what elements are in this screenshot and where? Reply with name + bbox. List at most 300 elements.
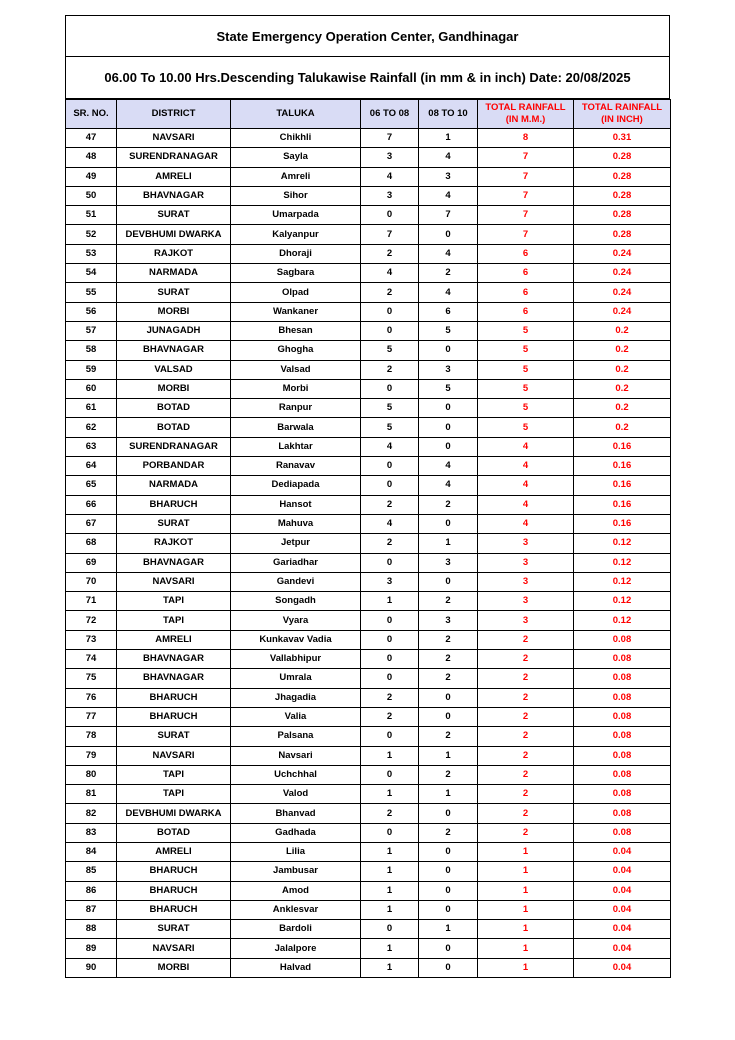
table-row: [66, 167, 671, 186]
06-to-08-cell: 0: [361, 206, 419, 225]
08-to-10-cell: 3: [419, 167, 478, 186]
table-row: [66, 283, 671, 302]
table-row: [66, 727, 671, 746]
06-to-08-cell: 2: [361, 707, 419, 726]
taluka-cell: Chikhli: [231, 129, 361, 148]
total-inch-cell: 0.16: [574, 437, 671, 456]
08-to-10-cell: 1: [419, 785, 478, 804]
06-to-08-cell: 0: [361, 669, 419, 688]
06-to-08-cell: 3: [361, 148, 419, 167]
taluka-cell: Bhanvad: [231, 804, 361, 823]
table-row: [66, 688, 671, 707]
taluka-cell: Barwala: [231, 418, 361, 437]
06-to-08-cell: 5: [361, 341, 419, 360]
total-mm-cell: 3: [478, 572, 574, 591]
taluka-cell: Songadh: [231, 592, 361, 611]
district-cell: BOTAD: [117, 418, 231, 437]
taluka-cell: Hansot: [231, 495, 361, 514]
06-to-08-cell: 4: [361, 264, 419, 283]
total-inch-cell: 0.12: [574, 592, 671, 611]
06-to-08-cell: 1: [361, 900, 419, 919]
total-mm-cell: 7: [478, 225, 574, 244]
table-row: [66, 534, 671, 553]
08-to-10-cell: 4: [419, 186, 478, 205]
table-row: [66, 495, 671, 514]
total-inch-cell: 0.16: [574, 476, 671, 495]
08-to-10-cell: 1: [419, 129, 478, 148]
total-mm-cell: 5: [478, 360, 574, 379]
sr-no-cell: 59: [66, 360, 117, 379]
06-to-08-cell: 1: [361, 881, 419, 900]
sr-no-cell: 68: [66, 534, 117, 553]
sr-no-cell: 71: [66, 592, 117, 611]
taluka-cell: Sihor: [231, 186, 361, 205]
taluka-cell: Morbi: [231, 379, 361, 398]
total-mm-cell: 6: [478, 302, 574, 321]
table-row: [66, 939, 671, 958]
col-header-06-to-08: 06 TO 08: [361, 100, 419, 129]
total-mm-cell: 1: [478, 958, 574, 977]
district-cell: AMRELI: [117, 167, 231, 186]
sr-no-cell: 58: [66, 341, 117, 360]
08-to-10-cell: 0: [419, 900, 478, 919]
district-cell: SURAT: [117, 514, 231, 533]
total-inch-cell: 0.24: [574, 264, 671, 283]
taluka-cell: Gandevi: [231, 572, 361, 591]
total-inch-cell: 0.04: [574, 920, 671, 939]
district-cell: BHARUCH: [117, 707, 231, 726]
06-to-08-cell: 4: [361, 167, 419, 186]
district-cell: TAPI: [117, 611, 231, 630]
taluka-cell: Ghogha: [231, 341, 361, 360]
total-inch-cell: 0.08: [574, 688, 671, 707]
district-cell: DEVBHUMI DWARKA: [117, 225, 231, 244]
taluka-cell: Palsana: [231, 727, 361, 746]
district-cell: SURAT: [117, 727, 231, 746]
08-to-10-cell: 3: [419, 553, 478, 572]
total-mm-cell: 1: [478, 920, 574, 939]
total-mm-cell: 2: [478, 707, 574, 726]
sr-no-cell: 53: [66, 244, 117, 263]
08-to-10-cell: 2: [419, 823, 478, 842]
06-to-08-cell: 0: [361, 553, 419, 572]
08-to-10-cell: 0: [419, 958, 478, 977]
col-header-sr-no: SR. NO.: [66, 100, 117, 129]
table-row: [66, 611, 671, 630]
total-inch-cell: 0.16: [574, 495, 671, 514]
col-header-district: DISTRICT: [117, 100, 231, 129]
table-row: [66, 129, 671, 148]
08-to-10-cell: 0: [419, 804, 478, 823]
district-cell: MORBI: [117, 379, 231, 398]
total-inch-cell: 0.28: [574, 167, 671, 186]
total-inch-cell: 0.16: [574, 457, 671, 476]
district-cell: AMRELI: [117, 630, 231, 649]
total-inch-cell: 0.08: [574, 746, 671, 765]
sr-no-cell: 51: [66, 206, 117, 225]
total-inch-cell: 0.04: [574, 862, 671, 881]
table-row: [66, 572, 671, 591]
08-to-10-cell: 0: [419, 881, 478, 900]
sr-no-cell: 85: [66, 862, 117, 881]
total-inch-cell: 0.08: [574, 707, 671, 726]
06-to-08-cell: 0: [361, 765, 419, 784]
table-row: [66, 669, 671, 688]
taluka-cell: Ranpur: [231, 399, 361, 418]
06-to-08-cell: 0: [361, 823, 419, 842]
report-subtitle: [65, 57, 670, 99]
taluka-cell: Umrala: [231, 669, 361, 688]
total-inch-cell: 0.04: [574, 881, 671, 900]
total-mm-cell: 4: [478, 437, 574, 456]
sr-no-cell: 79: [66, 746, 117, 765]
table-row: [66, 264, 671, 283]
08-to-10-cell: 0: [419, 572, 478, 591]
06-to-08-cell: 0: [361, 321, 419, 340]
total-mm-cell: 5: [478, 321, 574, 340]
sr-no-cell: 69: [66, 553, 117, 572]
table-row: [66, 321, 671, 340]
table-row: [66, 341, 671, 360]
total-inch-cell: 0.08: [574, 785, 671, 804]
08-to-10-cell: 2: [419, 630, 478, 649]
district-cell: BHAVNAGAR: [117, 650, 231, 669]
table-row: [66, 476, 671, 495]
08-to-10-cell: 0: [419, 862, 478, 881]
08-to-10-cell: 0: [419, 842, 478, 861]
district-cell: BHARUCH: [117, 900, 231, 919]
total-inch-cell: 0.2: [574, 360, 671, 379]
district-cell: SURENDRANAGAR: [117, 148, 231, 167]
district-cell: BOTAD: [117, 399, 231, 418]
08-to-10-cell: 2: [419, 727, 478, 746]
sr-no-cell: 89: [66, 939, 117, 958]
sr-no-cell: 50: [66, 186, 117, 205]
06-to-08-cell: 3: [361, 572, 419, 591]
sr-no-cell: 57: [66, 321, 117, 340]
report-subtitle-text: 06.00 To 10.00 Hrs.Descending Talukawise Rainfall (in mm & in inch) Date: 20/08/2025: [104, 70, 631, 85]
total-mm-cell: 6: [478, 244, 574, 263]
table-row: [66, 302, 671, 321]
taluka-cell: Sayla: [231, 148, 361, 167]
district-cell: BHARUCH: [117, 495, 231, 514]
taluka-cell: Ranavav: [231, 457, 361, 476]
total-inch-cell: 0.04: [574, 958, 671, 977]
table-row: [66, 418, 671, 437]
06-to-08-cell: 2: [361, 283, 419, 302]
table-row: [66, 650, 671, 669]
total-inch-cell: 0.08: [574, 727, 671, 746]
taluka-cell: Olpad: [231, 283, 361, 302]
total-mm-cell: 2: [478, 630, 574, 649]
taluka-cell: Amod: [231, 881, 361, 900]
08-to-10-cell: 2: [419, 592, 478, 611]
06-to-08-cell: 1: [361, 842, 419, 861]
total-mm-cell: 5: [478, 379, 574, 398]
08-to-10-cell: 0: [419, 707, 478, 726]
table-row: [66, 842, 671, 861]
taluka-cell: Kunkavav Vadia: [231, 630, 361, 649]
total-mm-cell: 4: [478, 457, 574, 476]
total-inch-cell: 0.12: [574, 534, 671, 553]
sr-no-cell: 82: [66, 804, 117, 823]
total-mm-cell: 1: [478, 900, 574, 919]
08-to-10-cell: 2: [419, 765, 478, 784]
district-cell: JUNAGADH: [117, 321, 231, 340]
sr-no-cell: 47: [66, 129, 117, 148]
taluka-cell: Lakhtar: [231, 437, 361, 456]
taluka-cell: Umarpada: [231, 206, 361, 225]
taluka-cell: Amreli: [231, 167, 361, 186]
sr-no-cell: 70: [66, 572, 117, 591]
district-cell: NAVSARI: [117, 939, 231, 958]
06-to-08-cell: 1: [361, 746, 419, 765]
sr-no-cell: 66: [66, 495, 117, 514]
sr-no-cell: 87: [66, 900, 117, 919]
taluka-cell: Gadhada: [231, 823, 361, 842]
08-to-10-cell: 4: [419, 283, 478, 302]
taluka-cell: Bardoli: [231, 920, 361, 939]
total-inch-cell: 0.12: [574, 611, 671, 630]
08-to-10-cell: 0: [419, 437, 478, 456]
total-mm-cell: 2: [478, 746, 574, 765]
06-to-08-cell: 1: [361, 939, 419, 958]
district-cell: TAPI: [117, 592, 231, 611]
total-mm-cell: 5: [478, 418, 574, 437]
district-cell: SURAT: [117, 283, 231, 302]
total-mm-cell: 3: [478, 611, 574, 630]
total-mm-cell: 2: [478, 688, 574, 707]
total-inch-cell: 0.24: [574, 244, 671, 263]
taluka-cell: Kalyanpur: [231, 225, 361, 244]
06-to-08-cell: 0: [361, 379, 419, 398]
06-to-08-cell: 2: [361, 360, 419, 379]
district-cell: MORBI: [117, 302, 231, 321]
table-row: [66, 630, 671, 649]
total-mm-cell: 2: [478, 650, 574, 669]
06-to-08-cell: 0: [361, 727, 419, 746]
total-mm-cell: 6: [478, 283, 574, 302]
08-to-10-cell: 2: [419, 264, 478, 283]
sr-no-cell: 63: [66, 437, 117, 456]
sr-no-cell: 80: [66, 765, 117, 784]
table-row: [66, 862, 671, 881]
sr-no-cell: 83: [66, 823, 117, 842]
08-to-10-cell: 5: [419, 379, 478, 398]
08-to-10-cell: 1: [419, 920, 478, 939]
taluka-cell: Bhesan: [231, 321, 361, 340]
col-header-total-inch-line2: (IN INCH): [601, 114, 643, 125]
total-mm-cell: 6: [478, 264, 574, 283]
taluka-cell: Mahuva: [231, 514, 361, 533]
total-inch-cell: 0.31: [574, 129, 671, 148]
total-inch-cell: 0.28: [574, 148, 671, 167]
taluka-cell: Wankaner: [231, 302, 361, 321]
total-mm-cell: 2: [478, 785, 574, 804]
taluka-cell: Vallabhipur: [231, 650, 361, 669]
taluka-cell: Valia: [231, 707, 361, 726]
08-to-10-cell: 0: [419, 225, 478, 244]
rainfall-report: [65, 15, 670, 978]
taluka-cell: Valsad: [231, 360, 361, 379]
table-body: [66, 129, 671, 978]
district-cell: BHARUCH: [117, 688, 231, 707]
06-to-08-cell: 2: [361, 244, 419, 263]
district-cell: BHAVNAGAR: [117, 341, 231, 360]
taluka-cell: Valod: [231, 785, 361, 804]
08-to-10-cell: 0: [419, 514, 478, 533]
taluka-cell: Lilia: [231, 842, 361, 861]
06-to-08-cell: 0: [361, 302, 419, 321]
district-cell: MORBI: [117, 958, 231, 977]
table-row: [66, 379, 671, 398]
taluka-cell: Dediapada: [231, 476, 361, 495]
table-row: [66, 765, 671, 784]
08-to-10-cell: 0: [419, 399, 478, 418]
taluka-cell: Jhagadia: [231, 688, 361, 707]
08-to-10-cell: 4: [419, 244, 478, 263]
06-to-08-cell: 4: [361, 437, 419, 456]
total-mm-cell: 2: [478, 669, 574, 688]
sr-no-cell: 81: [66, 785, 117, 804]
sr-no-cell: 48: [66, 148, 117, 167]
report-title-text: State Emergency Operation Center, Gandhinagar: [216, 28, 519, 44]
sr-no-cell: 62: [66, 418, 117, 437]
08-to-10-cell: 4: [419, 476, 478, 495]
col-header-total-mm-line1: TOTAL RAINFALL: [485, 102, 566, 113]
taluka-cell: Jambusar: [231, 862, 361, 881]
taluka-cell: Dhoraji: [231, 244, 361, 263]
08-to-10-cell: 3: [419, 360, 478, 379]
06-to-08-cell: 2: [361, 495, 419, 514]
sr-no-cell: 61: [66, 399, 117, 418]
06-to-08-cell: 0: [361, 630, 419, 649]
district-cell: RAJKOT: [117, 534, 231, 553]
table-row: [66, 746, 671, 765]
total-inch-cell: 0.2: [574, 379, 671, 398]
table-row: [66, 881, 671, 900]
table-row: [66, 457, 671, 476]
district-cell: NARMADA: [117, 476, 231, 495]
total-inch-cell: 0.04: [574, 939, 671, 958]
district-cell: BHAVNAGAR: [117, 553, 231, 572]
total-inch-cell: 0.04: [574, 842, 671, 861]
table-row: [66, 186, 671, 205]
total-mm-cell: 4: [478, 514, 574, 533]
06-to-08-cell: 2: [361, 534, 419, 553]
sr-no-cell: 73: [66, 630, 117, 649]
district-cell: SURENDRANAGAR: [117, 437, 231, 456]
total-inch-cell: 0.28: [574, 186, 671, 205]
total-mm-cell: 3: [478, 534, 574, 553]
district-cell: AMRELI: [117, 842, 231, 861]
taluka-cell: Gariadhar: [231, 553, 361, 572]
total-inch-cell: 0.16: [574, 514, 671, 533]
total-inch-cell: 0.08: [574, 630, 671, 649]
district-cell: TAPI: [117, 765, 231, 784]
06-to-08-cell: 2: [361, 804, 419, 823]
06-to-08-cell: 1: [361, 958, 419, 977]
08-to-10-cell: 1: [419, 746, 478, 765]
district-cell: VALSAD: [117, 360, 231, 379]
district-cell: SURAT: [117, 206, 231, 225]
total-mm-cell: 4: [478, 495, 574, 514]
sr-no-cell: 78: [66, 727, 117, 746]
08-to-10-cell: 3: [419, 611, 478, 630]
08-to-10-cell: 0: [419, 939, 478, 958]
06-to-08-cell: 5: [361, 399, 419, 418]
sr-no-cell: 65: [66, 476, 117, 495]
district-cell: BHAVNAGAR: [117, 186, 231, 205]
06-to-08-cell: 1: [361, 862, 419, 881]
total-inch-cell: 0.08: [574, 804, 671, 823]
district-cell: NAVSARI: [117, 746, 231, 765]
total-inch-cell: 0.08: [574, 669, 671, 688]
sr-no-cell: 88: [66, 920, 117, 939]
district-cell: NARMADA: [117, 264, 231, 283]
taluka-cell: Sagbara: [231, 264, 361, 283]
report-title: [65, 15, 670, 57]
sr-no-cell: 75: [66, 669, 117, 688]
sr-no-cell: 49: [66, 167, 117, 186]
table-row: [66, 900, 671, 919]
08-to-10-cell: 2: [419, 669, 478, 688]
08-to-10-cell: 2: [419, 495, 478, 514]
table-row: [66, 553, 671, 572]
total-inch-cell: 0.28: [574, 225, 671, 244]
total-mm-cell: 4: [478, 476, 574, 495]
06-to-08-cell: 2: [361, 688, 419, 707]
district-cell: DEVBHUMI DWARKA: [117, 804, 231, 823]
total-inch-cell: 0.28: [574, 206, 671, 225]
total-inch-cell: 0.12: [574, 572, 671, 591]
06-to-08-cell: 0: [361, 650, 419, 669]
district-cell: NAVSARI: [117, 572, 231, 591]
sr-no-cell: 72: [66, 611, 117, 630]
total-mm-cell: 8: [478, 129, 574, 148]
total-inch-cell: 0.24: [574, 302, 671, 321]
table-row: [66, 920, 671, 939]
total-mm-cell: 3: [478, 592, 574, 611]
table-row: [66, 206, 671, 225]
col-header-total-inch-line1: TOTAL RAINFALL: [581, 102, 663, 113]
sr-no-cell: 86: [66, 881, 117, 900]
total-inch-cell: 0.12: [574, 553, 671, 572]
total-mm-cell: 1: [478, 881, 574, 900]
08-to-10-cell: 7: [419, 206, 478, 225]
table-row: [66, 360, 671, 379]
total-mm-cell: 2: [478, 727, 574, 746]
06-to-08-cell: 0: [361, 920, 419, 939]
06-to-08-cell: 0: [361, 611, 419, 630]
08-to-10-cell: 0: [419, 341, 478, 360]
06-to-08-cell: 1: [361, 785, 419, 804]
district-cell: RAJKOT: [117, 244, 231, 263]
sr-no-cell: 67: [66, 514, 117, 533]
district-cell: BOTAD: [117, 823, 231, 842]
table-row: [66, 148, 671, 167]
sr-no-cell: 60: [66, 379, 117, 398]
table-row: [66, 225, 671, 244]
08-to-10-cell: 1: [419, 534, 478, 553]
06-to-08-cell: 0: [361, 457, 419, 476]
sr-no-cell: 90: [66, 958, 117, 977]
sr-no-cell: 54: [66, 264, 117, 283]
total-mm-cell: 7: [478, 148, 574, 167]
sr-no-cell: 74: [66, 650, 117, 669]
district-cell: BHAVNAGAR: [117, 669, 231, 688]
district-cell: SURAT: [117, 920, 231, 939]
